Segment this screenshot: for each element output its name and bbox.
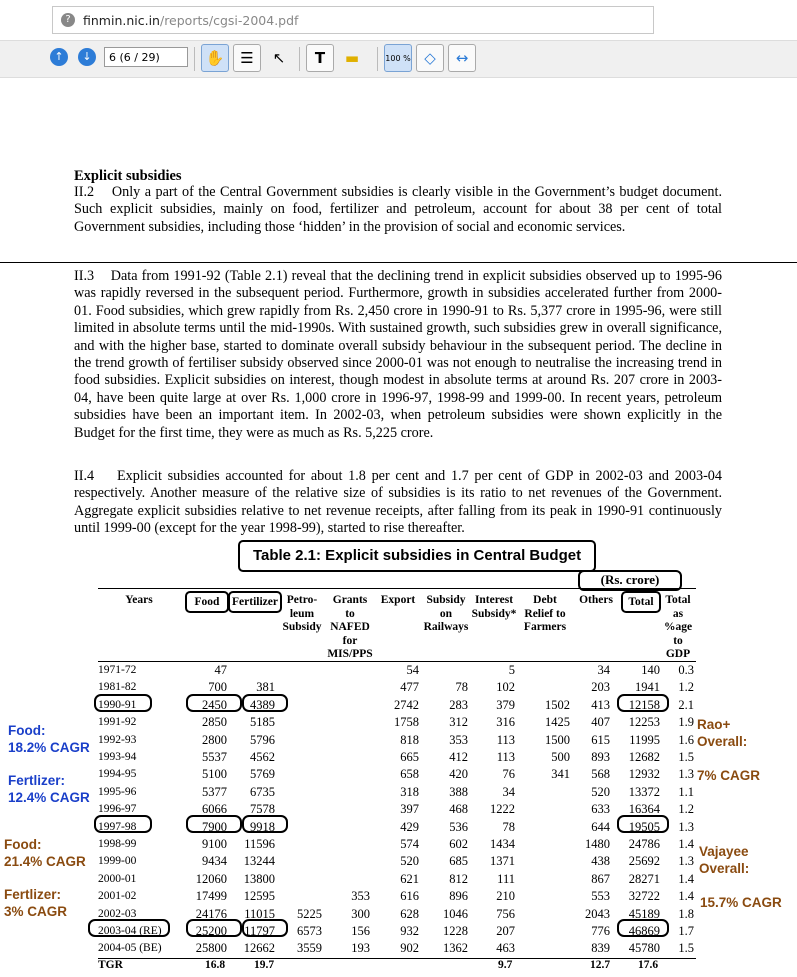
header-interest: [470, 594, 518, 621]
annotation-line: 18.2% CAGR: [8, 740, 90, 755]
table-cell-export: 628: [400, 906, 419, 921]
table-row-year: 1995-96: [98, 785, 137, 798]
table-cell-export: 477: [400, 680, 419, 695]
oval-total-1990: [617, 694, 669, 712]
table-cell-interest: 102: [496, 680, 515, 695]
table-cell-pct: 1.3: [678, 767, 694, 782]
table-cell-pct: 1.4: [678, 871, 694, 886]
header-line: Subsidy: [426, 594, 466, 606]
annotation-rao-cagr: 7% CAGR: [697, 768, 761, 783]
paragraph-2-4: II.4 Explicit subsidies accounted for about 1.8 per cent and 1.7 per cent of GDP in 2002-03 and 2003-04 respectively. Another measure of the relative size of subsidies is its ratio to net revenues of the Government. Aggregate explicit subsidies relative to net revenue receipts, after falling from its peak in 1990-91 continuously until 1999-00 (except for the year 1998-99), started to rise thereafter.: [74, 468, 722, 537]
comment-icon[interactable]: ▬: [344, 49, 360, 67]
table-cell-food: 5100: [202, 767, 227, 782]
table-cell-rail: 812: [449, 871, 468, 886]
table-cell-food: 7900: [202, 819, 227, 834]
header-petroleum: [279, 594, 325, 635]
annotation-line: Vajayee: [699, 844, 749, 859]
table-cell-export: 2742: [394, 697, 419, 712]
table-cell-others: 644: [591, 819, 610, 834]
table-cell-debt: 1425: [545, 715, 570, 730]
table-cell-total: 45780: [628, 941, 660, 956]
table-cell-fert: 381: [256, 680, 275, 695]
table-row-year: 2003-04 (RE): [98, 925, 162, 937]
table-cell-interest: 207: [496, 924, 515, 938]
table-row-year: 1990-91: [98, 698, 137, 711]
table-cell-rail: 388: [449, 784, 468, 799]
table-cell-total: 12682: [628, 750, 660, 764]
globe-icon: ?: [61, 13, 75, 27]
table-cell-rail: 420: [449, 767, 468, 782]
table-cell-debt: 341: [551, 767, 570, 782]
table-row-year: 1994-95: [98, 768, 137, 781]
table-cell-food: 2450: [202, 697, 227, 712]
table-cell-export: 932: [400, 924, 419, 938]
address-bar[interactable]: [52, 6, 654, 34]
hand-tool-icon[interactable]: ✋: [201, 44, 229, 72]
tgr-interest: 9.7: [498, 959, 513, 971]
fit-page-icon[interactable]: ◇: [416, 44, 444, 72]
header-line: Railways: [423, 621, 469, 633]
text-tool-icon[interactable]: T: [306, 44, 334, 72]
annotation-line: Overall:: [697, 734, 748, 749]
table-cell-interest: 379: [496, 697, 515, 712]
table-cell-food: 5377: [202, 784, 227, 799]
table-cell-export: 520: [400, 854, 419, 869]
table-cell-pct: 1.1: [678, 784, 694, 799]
table-cell-food: 700: [208, 680, 227, 695]
table-cell-export: 616: [400, 889, 419, 904]
table-cell-petro: 6573: [297, 924, 322, 938]
table-row-year: 1991-92: [98, 716, 137, 729]
table-cell-rail: 353: [449, 732, 468, 747]
annotation-line: 3% CAGR: [4, 904, 68, 919]
table-cell-debt: 1500: [545, 732, 570, 747]
header-years: Years: [125, 594, 153, 606]
table-cell-grants: 300: [351, 906, 370, 921]
table-cell-pct: 1.6: [678, 732, 694, 747]
table-row-year: 1971-72: [98, 664, 137, 676]
table-cell-others: 633: [591, 802, 610, 817]
table-cell-total: 16364: [628, 802, 660, 817]
table-cell-export: 429: [400, 819, 419, 834]
header-total: Total: [621, 591, 661, 613]
table-cell-interest: 113: [496, 750, 515, 764]
table-cell-others: 867: [591, 871, 610, 886]
header-line: Interest: [474, 594, 514, 606]
table-unit: (Rs. crore): [578, 570, 682, 591]
annotation-food-rao: [8, 722, 90, 756]
oval-food-1990: [186, 694, 242, 712]
table-cell-interest: 34: [502, 784, 515, 799]
table-cell-export: 621: [400, 871, 419, 886]
table-cell-others: 413: [591, 697, 610, 712]
table-cell-food: 25800: [195, 941, 227, 956]
header-line: as: [672, 607, 684, 620]
annotation-line: Overall:: [699, 861, 750, 876]
header-others: Others: [579, 594, 613, 606]
table-cell-others: 1480: [585, 837, 610, 851]
table-cell-others: 893: [591, 750, 610, 764]
table-cell-pct: 0.3: [678, 663, 694, 677]
table-cell-export: 574: [400, 837, 419, 851]
annotation-line: 12.4% CAGR: [8, 790, 90, 805]
annotation-rao-overall: [697, 716, 747, 750]
text-select-icon[interactable]: ☰: [233, 44, 261, 72]
table-cell-food: 2800: [202, 732, 227, 747]
table-cell-fert: 7578: [250, 802, 275, 817]
annotation-vajpayee-cagr: 15.7% CAGR: [700, 895, 782, 910]
table-cell-food: 9100: [202, 837, 227, 851]
pointer-icon[interactable]: ↖: [272, 49, 286, 67]
table-cell-fert: 13244: [243, 854, 275, 869]
table-cell-fert: 6735: [250, 784, 275, 799]
header-line: to: [673, 634, 683, 647]
table-cell-export: 54: [406, 663, 419, 677]
table-cell-pct: 1.8: [678, 906, 694, 921]
fit-width-icon[interactable]: ↔: [448, 44, 476, 72]
actual-size-icon[interactable]: 100 %: [384, 44, 412, 72]
tgr-total: 17.6: [638, 959, 659, 971]
table-row-year: 1993-94: [98, 751, 137, 763]
table-row-year: 1997-98: [98, 820, 137, 833]
oval-food-1997: [186, 815, 242, 833]
table-cell-grants: 193: [351, 941, 370, 956]
table-cell-total: 12158: [628, 697, 660, 712]
table-cell-others: 2043: [585, 906, 610, 921]
table-cell-pct: 1.4: [678, 889, 694, 904]
annotation-food-vajpayee: [4, 836, 86, 870]
table-cell-food: 25200: [195, 924, 227, 938]
tgr-food: 16.8: [205, 959, 226, 971]
table-cell-others: 520: [591, 784, 610, 799]
table-cell-debt: 1502: [545, 697, 570, 712]
table-cell-grants: 156: [351, 924, 370, 938]
header-line: Subsidy*: [471, 607, 517, 620]
table-cell-fert: 12595: [243, 889, 275, 904]
table-cell-export: 818: [400, 732, 419, 747]
toolbar-divider: [299, 47, 300, 71]
toolbar-divider: [377, 47, 378, 71]
table-cell-others: 615: [591, 732, 610, 747]
table-cell-others: 438: [591, 854, 610, 869]
annotation-line: Fertlizer:: [4, 887, 62, 902]
paragraph-2-2: II.2 Only a part of the Central Government subsidies is clearly visible in the Government’s budget document. Such explicit subsidies, mainly on food, fertilizer and petroleum, account for about 38 per cent of total Government subsidies, including those ‘hidden’ in the provision of social and economic services.: [74, 184, 722, 235]
table-cell-total: 12253: [628, 715, 660, 730]
oval-2003-04: [88, 919, 170, 937]
table-cell-total: 25692: [628, 854, 660, 869]
table-cell-total: 1941: [635, 680, 660, 695]
header-line: to: [345, 607, 355, 620]
header-pct-gdp: [660, 594, 696, 662]
table-cell-interest: 1222: [490, 802, 515, 817]
table-row-year: 1981-82: [98, 681, 137, 694]
table-cell-interest: 113: [496, 732, 515, 747]
table-cell-fert: 9918: [250, 819, 275, 834]
oval-fert-1990: [242, 694, 288, 712]
oval-fert-1997: [242, 815, 288, 833]
table-cell-others: 776: [591, 924, 610, 938]
table-cell-total: 12932: [628, 767, 660, 782]
table-cell-food: 24176: [195, 906, 227, 921]
table-cell-pct: 1.5: [678, 941, 694, 956]
header-line: Total: [665, 594, 691, 606]
tgr-label: TGR: [98, 959, 123, 971]
toolbar-divider: [194, 47, 195, 71]
table-cell-interest: 78: [502, 819, 515, 834]
page-divider: [0, 262, 797, 263]
table-cell-export: 397: [400, 802, 419, 817]
tgr-fertilizer: 19.7: [254, 959, 275, 971]
table-cell-food: 2850: [202, 715, 227, 730]
annotation-fert-rao: [8, 772, 90, 806]
table-cell-rail: 685: [449, 854, 468, 869]
table-cell-others: 34: [597, 663, 610, 677]
table-cell-total: 32722: [628, 889, 660, 904]
table-cell-export: 318: [400, 784, 419, 799]
table-cell-pct: 1.2: [678, 680, 694, 695]
table-cell-total: 140: [641, 663, 660, 677]
table-cell-fert: 13800: [243, 871, 275, 886]
header-export: Export: [380, 594, 416, 606]
header-line: Debt: [533, 594, 557, 606]
table-header-rule: [98, 661, 696, 662]
oval-fert-2003: [242, 919, 288, 937]
table-cell-rail: 312: [449, 715, 468, 730]
table-cell-interest: 1434: [490, 837, 515, 851]
table-cell-food: 47: [214, 663, 227, 677]
table-cell-total: 24786: [628, 837, 660, 851]
table-top-rule: [98, 588, 696, 589]
table-title: Table 2.1: Explicit subsidies in Central Budget: [238, 540, 596, 572]
header-debt-relief: [520, 594, 570, 635]
header-fertilizer: Fertilizer: [228, 591, 282, 613]
table-cell-fert: 5796: [250, 732, 275, 747]
oval-total-1997: [617, 815, 669, 833]
table-row-year: 1992-93: [98, 733, 137, 746]
table-cell-fert: 11797: [244, 924, 275, 938]
table-cell-interest: 1371: [490, 854, 515, 869]
table-cell-fert: 4389: [250, 697, 275, 712]
url-path: /reports/cgsi-2004.pdf: [159, 12, 299, 28]
table-cell-rail: 1228: [443, 924, 468, 938]
table-cell-interest: 111: [497, 871, 515, 886]
table-row-year: 2004-05 (BE): [98, 942, 162, 955]
table-cell-total: 45189: [628, 906, 660, 921]
annotation-vajpayee-overall: [699, 843, 749, 877]
header-line: Petro-: [286, 594, 318, 606]
tgr-others: 12.7: [590, 959, 611, 971]
table-cell-rail: 896: [449, 889, 468, 904]
table-cell-fert: 5185: [250, 715, 275, 730]
page-down-icon[interactable]: ↓: [78, 48, 96, 66]
table-cell-rail: 468: [449, 802, 468, 817]
table-cell-rail: 283: [449, 697, 468, 712]
table-cell-interest: 756: [496, 906, 515, 921]
table-cell-total: 13372: [628, 784, 660, 799]
table-cell-others: 407: [591, 715, 610, 730]
page-up-icon[interactable]: ↑: [50, 48, 68, 66]
table-cell-food: 17499: [195, 889, 227, 904]
paragraph-2-3: II.3 Data from 1991-92 (Table 2.1) reveal that the declining trend in explicit subsidies observed up to 1995-96 was rapidly reversed in the subsequent period. Furthermore, growth in subsidies accelerated further from 2000-01. Food subsidies, which grew rapidly from Rs. 2,450 crore in 1990-91 to Rs. 5,377 crore in 1995-96, were still limited in absolute terms until the mid-1990s. With sustained growth, such subsidies grew in overall significance, and with the higher base, started to dominate overall subsidy behaviour in the subsequent period. The decline in the trend growth of fertiliser subsidy observed since 2000-01 was not enough to neutralise the increasing trend in food subsidies. Explicit subsidies on interest, though modest in absolute terms at around Rs. 207 crore in 2003-04, have been quite large at over Rs. 1,000 crore in 1996-97, 1998-99 and 1999-00. In recent years, petroleum subsidies have been an important item. In 2002-03, when petroleum subsidies were shown explicitly in the Budget for the first time, they were as much as Rs. 5,225 crore.: [74, 268, 722, 441]
header-line: Farmers: [523, 621, 567, 633]
annotation-line: Food:: [8, 723, 46, 738]
oval-food-2003: [186, 919, 242, 937]
table-cell-others: 553: [591, 889, 610, 904]
annotation-line: Fertlizer:: [8, 773, 66, 788]
header-line: MIS/PPS: [327, 648, 373, 660]
table-cell-pct: 1.3: [678, 819, 694, 834]
table-cell-total: 11995: [629, 732, 660, 747]
oval-1990-91: [94, 694, 152, 712]
header-line: on: [439, 607, 453, 620]
table-cell-export: 902: [400, 941, 419, 956]
table-cell-interest: 5: [508, 663, 515, 677]
page-number-input[interactable]: 6 (6 / 29): [104, 47, 188, 67]
table-cell-grants: 353: [351, 889, 370, 904]
header-railways: [420, 594, 472, 635]
header-line: leum: [289, 607, 315, 620]
table-cell-food: 5537: [202, 750, 227, 764]
table-row-year: 2000-01: [98, 872, 137, 885]
table-cell-pct: 1.2: [678, 802, 694, 817]
pdf-toolbar: [0, 40, 797, 78]
annotation-line: Food:: [4, 837, 42, 852]
header-food: Food: [185, 591, 229, 613]
table-cell-food: 9434: [202, 854, 227, 869]
header-line: Grants: [332, 594, 368, 606]
table-cell-food: 12060: [195, 871, 227, 886]
table-row-year: 1998-99: [98, 838, 137, 850]
url-host: finmin.nic.in: [83, 12, 160, 28]
table-row-year: 1996-97: [98, 803, 137, 816]
table-cell-export: 658: [400, 767, 419, 782]
annotation-line: 21.4% CAGR: [4, 854, 86, 869]
table-row-year: 2002-03: [98, 907, 137, 920]
table-cell-pct: 1.4: [678, 837, 694, 851]
table-cell-fert: 12662: [243, 941, 275, 956]
table-cell-interest: 463: [496, 941, 515, 956]
annotation-line: Rao+: [697, 717, 731, 732]
browser-chrome: [0, 0, 797, 82]
table-cell-debt: 500: [551, 750, 570, 764]
table-cell-others: 203: [591, 680, 610, 695]
table-cell-rail: 536: [449, 819, 468, 834]
header-line: NAFED: [330, 621, 370, 633]
header-grants: [326, 594, 374, 662]
table-cell-pct: 1.7: [678, 924, 694, 938]
table-cell-pct: 1.9: [678, 715, 694, 730]
table-cell-pct: 1.5: [678, 750, 694, 764]
table-cell-rail: 602: [449, 837, 468, 851]
oval-total-2003: [617, 919, 669, 937]
header-line: Subsidy: [282, 621, 322, 633]
table-row-year: 1999-00: [98, 855, 137, 868]
table-row-year: 2001-02: [98, 890, 137, 903]
table-cell-petro: 5225: [297, 906, 322, 921]
table-cell-total: 19505: [628, 819, 660, 834]
table-cell-export: 665: [400, 750, 419, 764]
header-line: for: [342, 634, 358, 647]
table-cell-others: 568: [591, 767, 610, 782]
table-cell-rail: 412: [449, 750, 468, 764]
table-cell-others: 839: [591, 941, 610, 956]
table-cell-food: 6066: [202, 802, 227, 817]
table-cell-interest: 76: [502, 767, 515, 782]
table-cell-total: 28271: [628, 871, 660, 886]
table-cell-interest: 316: [496, 715, 515, 730]
header-line: Relief to: [524, 607, 566, 620]
table-cell-fert: 11596: [244, 837, 275, 851]
table-cell-export: 1758: [394, 715, 419, 730]
header-line: GDP: [665, 648, 691, 660]
table-cell-rail: 1046: [443, 906, 468, 921]
table-cell-fert: 5769: [250, 767, 275, 782]
table-cell-rail: 1362: [443, 941, 468, 956]
table-cell-pct: 2.1: [678, 697, 694, 712]
section-heading: Explicit subsidies: [74, 168, 182, 184]
table-cell-fert: 4562: [250, 750, 275, 764]
annotation-fert-vajpayee: [4, 886, 67, 920]
header-line: %age: [663, 621, 693, 633]
oval-1997-98: [94, 815, 152, 833]
table-cell-rail: 78: [455, 680, 468, 695]
table-cell-fert: 11015: [244, 906, 275, 921]
table-cell-total: 46869: [628, 924, 660, 938]
table-cell-petro: 3559: [297, 941, 322, 956]
table-cell-interest: 210: [496, 889, 515, 904]
table-cell-pct: 1.3: [678, 854, 694, 869]
